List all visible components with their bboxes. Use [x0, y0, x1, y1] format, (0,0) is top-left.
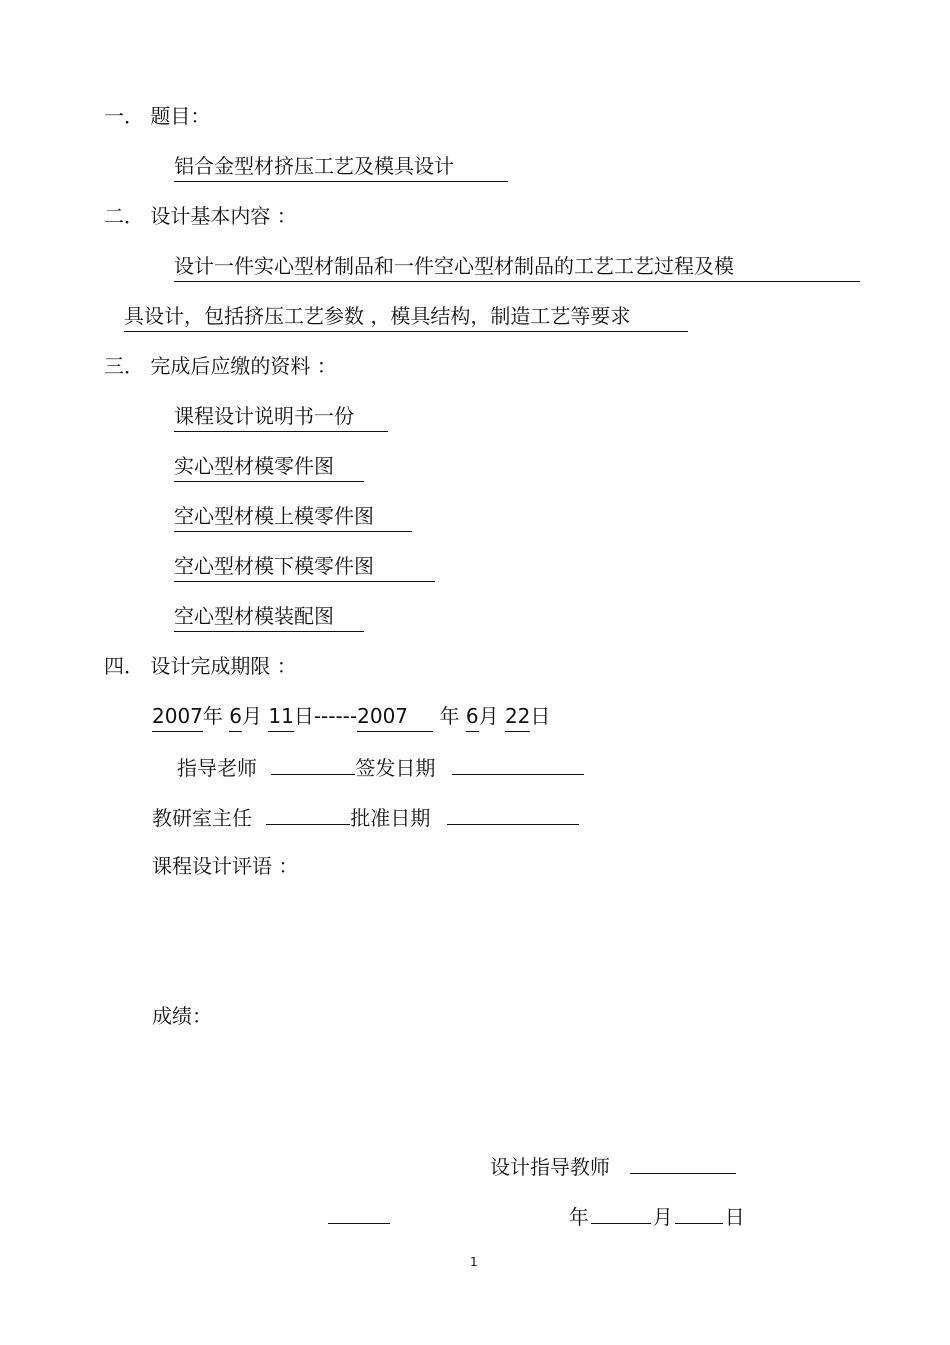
page-number: 1 [470, 1255, 478, 1269]
advisor-row [177, 752, 584, 782]
advisor-signature-blank[interactable] [271, 752, 355, 775]
deliverable-item-3 [174, 502, 412, 532]
deliverable-item-2 [174, 452, 364, 482]
start-month: 6 [229, 702, 242, 732]
advisor-label: 指导老师 [177, 756, 257, 780]
end-year-label: 年 [439, 704, 460, 728]
footer-month-label: 月 [652, 1205, 673, 1229]
deliverable-item-5 [174, 602, 364, 632]
section-2-content-line-1 [174, 252, 860, 282]
footer-year-label: 年 [568, 1205, 589, 1229]
comment-label: 课程设计评语 ： [152, 854, 299, 878]
section-3-heading: 三． 完成后应缴的资料 ： [104, 354, 337, 378]
approve-date-blank[interactable] [447, 802, 579, 825]
content-line-1-text: 设计一件实心型材制品和一件空心型材制品的工艺工艺过程及模 [174, 252, 860, 282]
section-4-heading: 四． 设计完成期限 ： [104, 654, 297, 678]
director-signature-blank[interactable] [266, 802, 350, 825]
deliverable-text: 空心型材模上模零件图 [174, 502, 412, 532]
footer-day-blank[interactable] [675, 1201, 723, 1224]
end-month-label: 月 [478, 704, 499, 728]
deliverable-item-4 [174, 552, 435, 582]
approve-date-label: 批准日期 [350, 806, 431, 830]
section-1-heading: 一． 题目： [104, 104, 211, 128]
deliverable-text: 空心型材模下模零件图 [174, 552, 435, 582]
start-day-label: 日 [293, 704, 314, 728]
footer-date-row [328, 1201, 745, 1231]
footer-day-label: 日 [724, 1205, 745, 1229]
section-1-content [174, 152, 508, 182]
instructor-row [490, 1151, 736, 1181]
end-day-label: 日 [530, 704, 551, 728]
end-day: 22 [505, 702, 530, 732]
footer-left-blank[interactable] [328, 1201, 390, 1224]
deliverable-text: 实心型材模零件图 [174, 452, 364, 482]
start-day: 11 [268, 702, 293, 732]
deliverable-text: 空心型材模装配图 [174, 602, 364, 632]
issue-date-blank[interactable] [452, 752, 584, 775]
grade-label: 成绩： [152, 1004, 212, 1028]
deliverable-item-1 [174, 402, 388, 432]
instructor-signature-blank[interactable] [630, 1151, 736, 1174]
start-year: 2007 [152, 702, 203, 732]
footer-month-blank[interactable] [591, 1201, 651, 1224]
deadline-date-range [152, 702, 550, 732]
content-line-2-text: 具设计，包括挤压工艺参数 ，模具结构，制造工艺等要求 [124, 302, 688, 332]
director-label: 教研室主任 [152, 806, 252, 830]
director-row [152, 802, 579, 832]
deliverable-text: 课程设计说明书一份 [174, 402, 388, 432]
instructor-label: 设计指导教师 [490, 1155, 610, 1179]
start-year-label: 年 [202, 704, 223, 728]
start-month-label: 月 [242, 704, 262, 728]
section-2-heading: 二． 设计基本内容 ： [104, 204, 297, 228]
end-year: 2007 [357, 702, 433, 732]
end-month: 6 [466, 702, 479, 732]
date-separator: ------ [313, 704, 358, 728]
section-2-content-line-2 [124, 302, 688, 332]
issue-date-label: 签发日期 [355, 756, 436, 780]
topic-text: 铝合金型材挤压工艺及模具设计 [174, 152, 508, 182]
